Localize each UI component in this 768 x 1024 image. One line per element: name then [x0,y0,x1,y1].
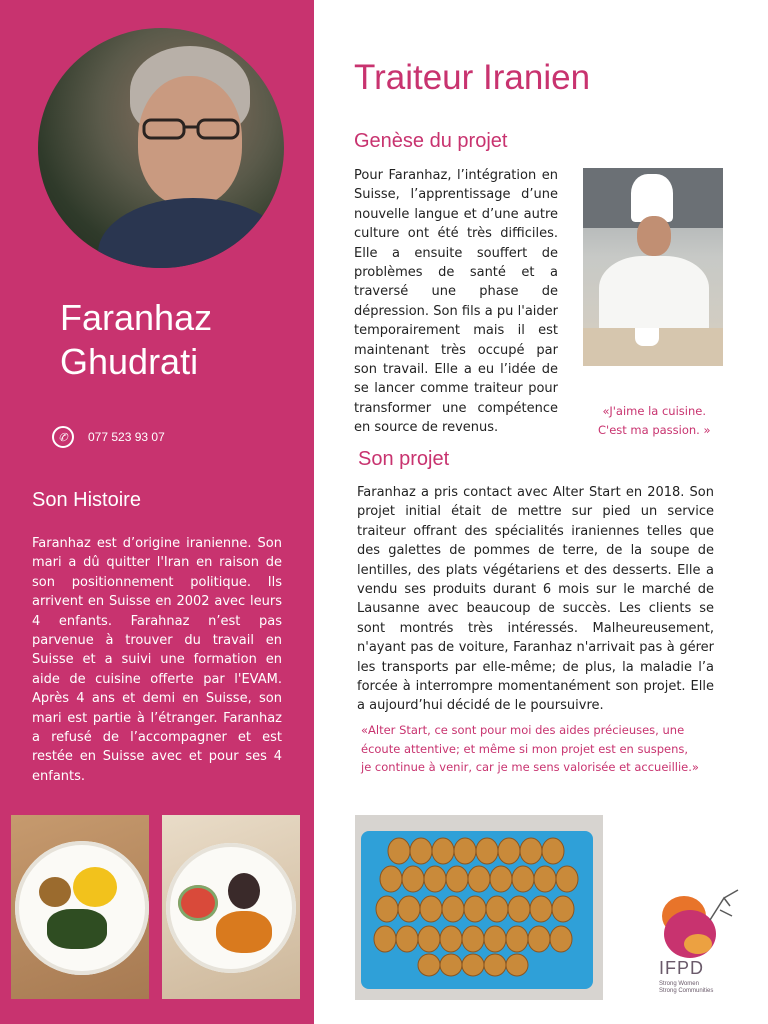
logo-tagline-2: Strong Communities [659,988,714,994]
galettes-photo [355,815,603,1000]
projet-text: Faranhaz a pris contact avec Alter Start en 2018. Son projet initial était de mettre sur pied un service traiteur offrant des spécialités iraniennes telles que des galettes de pommes de terre, de la soupe de lentilles, des plats végétariens et des desserts. Elle a vendu ses produits durant 6 mois sur le marché de Lausanne avec beaucoup de succès. Les clients se sont montrés très intéressés. Malheureusement, n'ayant pas de voiture, Faranhaz n'arrivait pas à gérer les transports par elle-même; de plus, la maladie l’a forcée à interrompre momentanément son projet. Elle a aujourd’hui décidé de le poursuivre. [357,485,714,714]
food-photo-plate-2 [162,815,300,999]
phone-contact [52,426,165,448]
genese-heading: Genèse du projet [354,130,508,152]
projet-quote: «Alter Start, ce sont pour moi des aides précieuses, une écoute attentive; et même si mon projet est en suspens, je continue à venir, car je me sens valorisée et accueillie.» [361,723,699,774]
profile-sidebar [0,0,314,1024]
first-name: Faranhaz [60,297,213,338]
projet-heading: Son projet [358,448,450,470]
glasses-shape [138,116,246,142]
logo-tagline [659,981,713,995]
portrait-photo [38,28,284,268]
histoire-heading: Son Histoire [32,489,141,511]
genese-quote [598,402,711,439]
galettes-pattern [369,837,587,979]
last-name: Ghudrati [60,341,199,382]
phone-icon: ✆ [52,426,74,448]
logo-tagline-1: Strong Women [659,981,699,987]
chef-photo [583,168,723,366]
genese-text: Pour Faranhaz, l’intégration en Suisse, l’apprentissage d’une nouvelle langue et d’une autre culture ont été très difficiles. Elle a ensuite souffert de problèmes de santé et a traversé une phase de dépression. Son fils a pu l'aider temporairement mais il est maintenant très occupé par son travail. Elle a eu l’idée de se lancer comme traiteur pour transformer une compétence en source de revenus. [354,168,558,436]
genese-quote-line-1: «J'aime la cuisine. [602,404,706,418]
person-name [60,296,212,384]
histoire-text: Faranhaz est d’origine iranienne. Son mari a dû quitter l'Iran en raison de son positionnement politique. Ils arrivent en Suisse en 2002 avec leurs 4 enfants. Farahnaz n’est pas parvenue à trouver du travail en Suisse et a suivi une formation en aide de cuisine offerte par l'EVAM. Après 4 ans et demi en Suisse, son mari est partie à l’étranger. Faranhaz a refusé de l’accompagner et est restée en Suisse avec et pour ses 4 enfants. [32,536,282,784]
page-title: Traiteur Iranien [354,58,591,97]
phone-number: 077 523 93 07 [88,430,165,444]
genese-quote-line-2: C'est ma passion. » [598,422,711,437]
food-photo-plate-1 [11,815,149,999]
logo-name: IFPD [659,958,705,978]
